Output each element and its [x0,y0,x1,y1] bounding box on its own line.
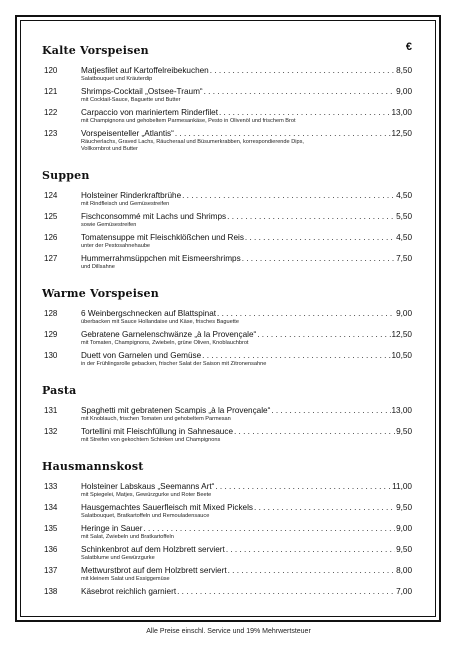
footer-note: Alle Preise einschl. Service und 19% Mehrwertsteuer [146,628,311,635]
dot-leader [177,586,395,597]
menu-item [42,350,412,368]
dot-leader [215,481,391,492]
section-header [42,381,412,397]
item-description: überbacken mit Sauce Hollandaise und Käse, frisches Baguette [81,319,239,325]
item-number: 129 [44,330,58,339]
dot-leader [227,211,395,222]
item-price: 4,50 [396,233,412,242]
item-name: Matjesfilet auf Kartoffelreibekuchen [81,66,209,75]
menu-item [42,232,412,250]
item-number: 133 [44,482,58,491]
item-name: Hummerrahmsüppchen mit Eismeershrimps [81,254,241,263]
item-name: Hausgemachtes Sauerfleisch mit Mixed Pickels [81,503,254,512]
item-name: Heringe in Sauer [81,524,143,533]
item-name: Vorspeisenteller „Atlantis“ [81,129,174,138]
item-description: Salatblume und Gewürzgurke [81,555,155,561]
item-name: Tortellini mit Fleischfüllung in Sahnesauce [81,427,233,436]
item-description: mit Tomaten, Champignons, Zwiebeln, grüne Oliven, Knoblauchbrot [81,340,249,346]
item-description: mit Knoblauch, frischen Tomaten und gehobeltem Parmesan [81,416,231,422]
item-number: 134 [44,503,58,512]
item-number: 128 [44,309,58,318]
dot-leader [242,253,395,264]
dot-leader [228,565,395,576]
menu-item [42,544,412,562]
dot-leader [254,502,395,513]
dot-leader [219,107,391,118]
dot-leader [271,405,390,416]
item-name: Fischconsommé mit Lachs und Shrimps [81,212,227,221]
menu-item [42,308,412,326]
item-number: 131 [44,406,58,415]
item-price: 11,00 [392,482,412,491]
menu-item [42,190,412,208]
item-price: 8,00 [396,566,412,575]
item-number: 126 [44,233,58,242]
dot-leader [210,65,395,76]
item-number: 132 [44,427,58,436]
item-price: 9,00 [396,309,412,318]
item-name: 6 Weinbergschnecken auf Blattspinat [81,309,217,318]
item-number: 121 [44,87,58,96]
section-title: Warme Vorspeisen [42,287,159,300]
dot-leader [143,523,395,534]
item-name: Käsebrot reichlich garniert [81,587,177,596]
item-description: mit Salat, Zwiebeln und Bratkartoffeln [81,534,174,540]
menu-item [42,65,412,83]
item-description: Salatbouquet und Kräuterdip [81,76,153,82]
item-number: 124 [44,191,58,200]
item-price: 5,50 [396,212,412,221]
item-name: Holsteiner Rinderkraftbrühe [81,191,182,200]
item-name: Carpaccio von mariniertem Rinderfilet [81,108,218,117]
section-title: Hausmannskost [42,460,144,473]
section-title: Pasta [42,384,77,397]
item-price: 12,50 [391,330,412,339]
menu-item [42,107,412,125]
item-price: 13,00 [391,108,412,117]
menu-item [42,211,412,229]
dot-leader [175,128,391,139]
item-price: 4,50 [396,191,412,200]
item-number: 136 [44,545,58,554]
item-number: 135 [44,524,58,533]
section-title: Kalte Vorspeisen [42,44,149,57]
menu-item [42,523,412,541]
section-header [42,457,412,473]
item-number: 137 [44,566,58,575]
menu-content [42,41,412,600]
section-header [42,284,412,300]
item-name: Duett von Garnelen und Gemüse [81,351,202,360]
item-description: Salatbouquet, Bratkartoffeln und Remouladensauce [81,513,210,519]
dot-leader [182,190,395,201]
item-name: Tomatensuppe mit Fleischklößchen und Reis [81,233,244,242]
dot-leader [257,329,390,340]
item-name: Shrimps-Cocktail „Ostsee-Traum“ [81,87,203,96]
item-name: Spaghetti mit gebratenen Scampis „à la Provençale“ [81,406,271,415]
section-header [42,166,412,182]
menu-item [42,86,412,104]
item-description: mit Champignons und gehobeltem Parmesankäse, Pesto in Olivenöl und frischem Brot [81,118,296,124]
menu-item [42,502,412,520]
item-description: sowie Gemüsestreifen [81,222,137,228]
item-price: 9,50 [396,503,412,512]
dot-leader [217,308,395,319]
item-description: mit Rindfleisch und Gemüsestreifen [81,201,170,207]
dot-leader [245,232,395,243]
item-number: 130 [44,351,58,360]
item-description: mit Cocktail-Sauce, Baguette und Butter [81,97,181,103]
item-description: mit kleinem Salat und Essiggemüse [81,576,170,582]
item-name: Mettwurstbrot auf dem Holzbrett serviert [81,566,227,575]
menu-item [42,405,412,423]
item-number: 123 [44,129,58,138]
item-number: 120 [44,66,58,75]
item-number: 125 [44,212,58,221]
item-price: 9,00 [396,87,412,96]
item-name: Gebratene Garnelenschwänze „à la Provençale“ [81,330,257,339]
item-price: 7,00 [396,587,412,596]
item-description: in der Frühlingsrolle gebacken, frischer Salat der Saison mit Zitronensahne [81,361,267,367]
dot-leader [226,544,395,555]
item-price: 9,50 [396,427,412,436]
item-number: 122 [44,108,58,117]
item-price: 7,50 [396,254,412,263]
item-description: mit Spiegelei, Matjes, Gewürzgurke und Roter Beete [81,492,212,498]
item-description: und Dillsahne [81,264,115,270]
menu-item [42,426,412,444]
item-number: 127 [44,254,58,263]
menu-item [42,329,412,347]
item-name: Schinkenbrot auf dem Holzbrett serviert [81,545,225,554]
item-price: 13,00 [391,406,412,415]
currency-symbol: € [405,41,412,53]
item-name: Holsteiner Labskaus „Seemanns Art“ [81,482,215,491]
item-price: 12,50 [391,129,412,138]
item-number: 138 [44,587,58,596]
menu-item [42,128,412,153]
dot-leader [234,426,395,437]
item-price: 10,50 [391,351,412,360]
item-description: Räucherlachs, Graved Lachs, Räucheraal und Büsumerkrabben, korrespondierende Dips, [81,139,304,145]
dot-leader [202,350,390,361]
item-price: 9,00 [396,524,412,533]
menu-item [42,481,412,499]
menu-item [42,253,412,271]
item-description: Vollkornbrot und Butter [81,146,138,152]
menu-item [42,565,412,583]
section-title: Suppen [42,169,90,182]
item-description: unter der Pestosahnehaube [81,243,151,249]
item-description: mit Streifen von gekochtem Schinken und Champignons [81,437,221,443]
item-price: 9,50 [396,545,412,554]
item-price: 8,50 [396,66,412,75]
menu-item [42,586,412,597]
dot-leader [204,86,395,97]
section-header [42,41,412,57]
